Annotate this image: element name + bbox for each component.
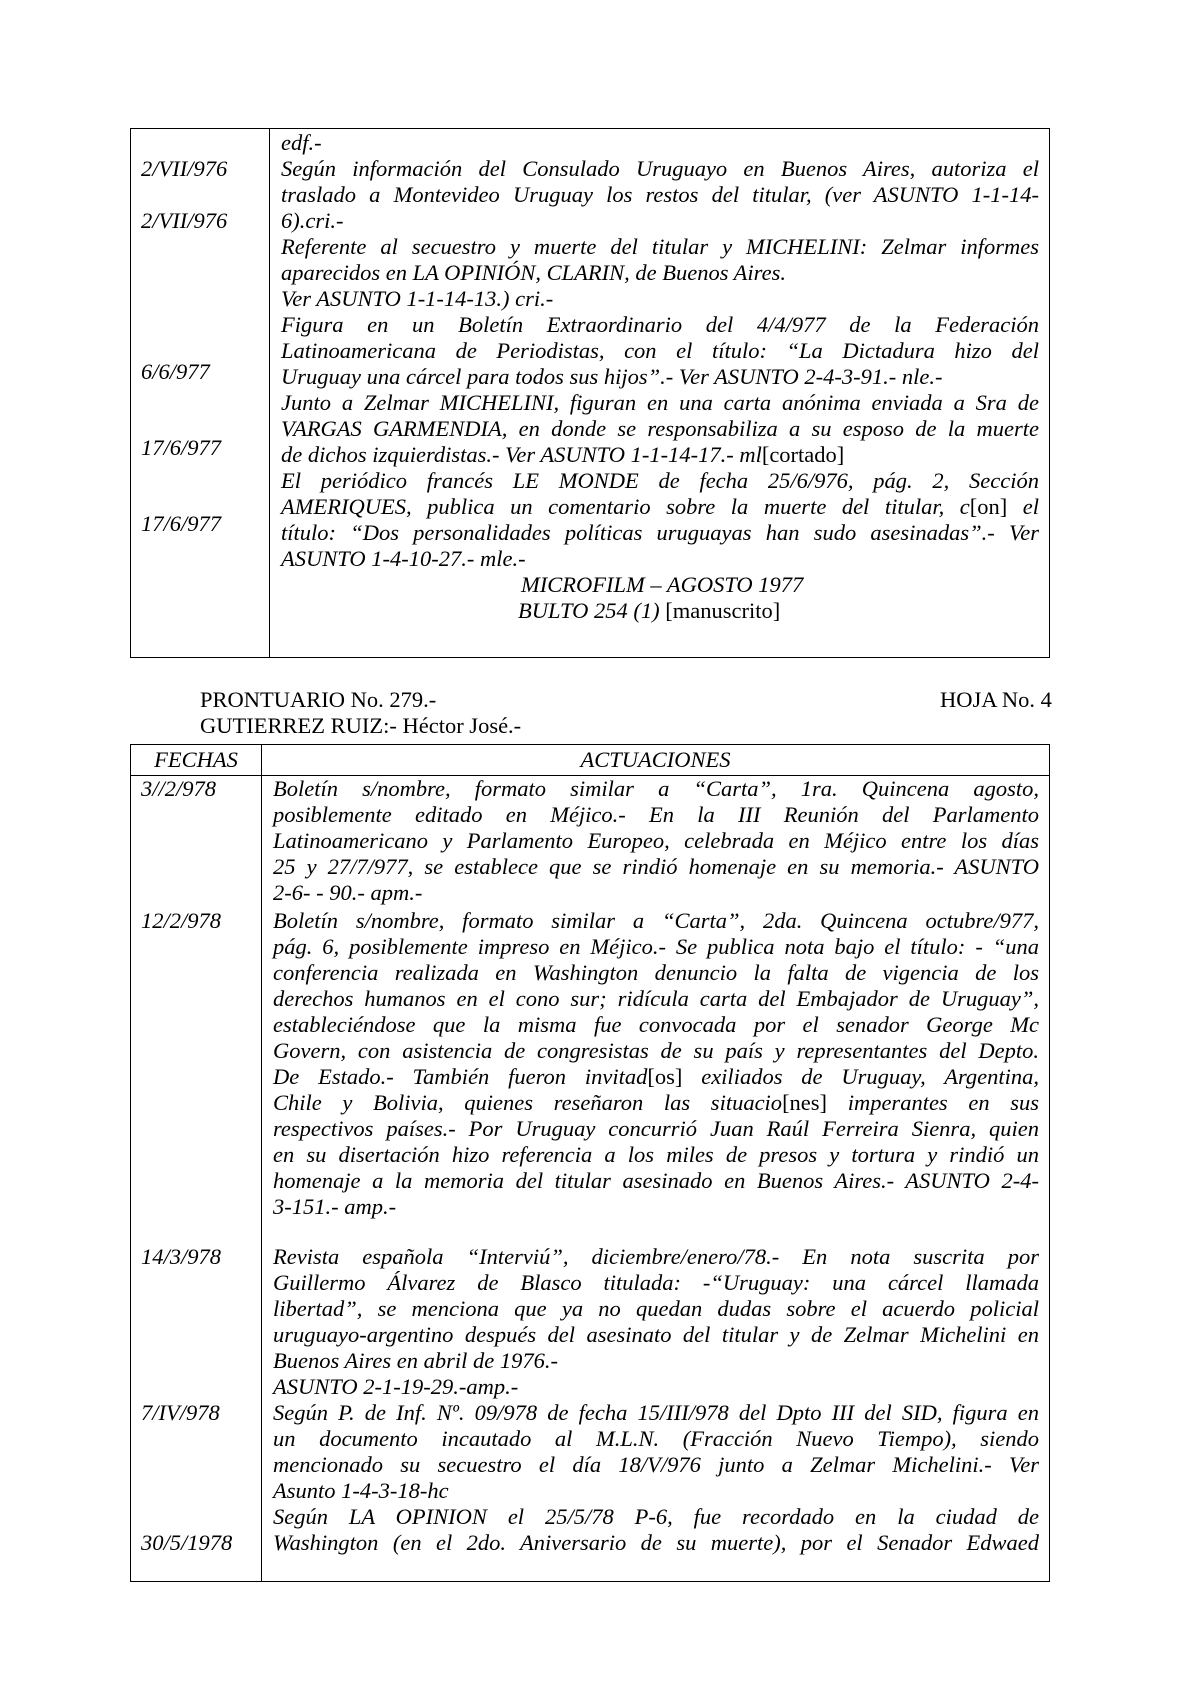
entry-line: Referente al secuestro y muerte del titular y MICHELINI: Zelmar informes (281, 234, 1039, 259)
entry-line: de dichos izquierdistas.- Ver ASUNTO 1-1-14-17.- ml[cortado] (281, 442, 845, 467)
entry-line: Govern, con asistencia de congresistas de su país y representantes del Depto. (273, 1038, 1039, 1063)
column-header-actuaciones: ACTUACIONES (580, 747, 731, 772)
microfilm-note: MICROFILM – AGOSTO 1977 (521, 572, 804, 597)
entry-line: Según información del Consulado Uruguayo en Buenos Aires, autoriza el (281, 156, 1039, 181)
entry-line: ASUNTO 1-4-10-27.- mle.- (281, 546, 526, 571)
entry-line: Asunto 1-4-3-18-hc (273, 1478, 449, 1503)
entry-line: aparecidos en LA OPINIÓN, CLARIN, de Buenos Aires. (281, 260, 786, 285)
editorial-note: [nes] (782, 1090, 828, 1115)
sheet-number: HOJA No. 4 (940, 687, 1052, 712)
date-cell: 3//2/978 (141, 776, 217, 801)
entry-line: 3-151.- amp.- (273, 1194, 397, 1219)
entry-line: pág. 6, posiblemente impreso en Méjico.- Se publica nota bajo el título: - “una (273, 934, 1039, 959)
entry-line: Figura en un Boletín Extraordinario del 4/4/977 de la Federación (281, 312, 1039, 337)
prontuario-number: PRONTUARIO No. 279.- (200, 687, 437, 712)
entry-line: VARGAS GARMENDIA, en donde se responsabiliza a su esposo de la muerte (281, 416, 1039, 441)
entry-line: Boletín s/nombre, formato similar a “Carta”, 2da. Quincena octubre/977, (273, 908, 1039, 933)
entry-line: 2-6- - 90.- apm.- (273, 880, 423, 905)
entry-line: libertad”, se menciona que ya no quedan dudas sobre el acuerdo policial (273, 1296, 1039, 1321)
entry-line: derechos humanos en el cono sur; ridícula carta del Embajador de Uruguay”, (273, 986, 1039, 1011)
entry-line: en su disertación hizo referencia a los miles de presos y tortura y rindió un (273, 1142, 1039, 1167)
editorial-note: [on] (969, 494, 1008, 519)
entry-line: Guillermo Álvarez de Blasco titulada: -“Uruguay: una cárcel llamada (273, 1270, 1039, 1295)
entry-line: Latinoamericano y Parlamento Europeo, celebrada en Méjico entre los días (273, 828, 1039, 853)
entry-line: Junto a Zelmar MICHELINI, figuran en una carta anónima enviada a Sra de (281, 390, 1039, 415)
subject-name: GUTIERREZ RUIZ:- Héctor José.- (200, 713, 522, 738)
entry-line: estableciéndose que la misma fue convocada por el senador George Mc (273, 1012, 1039, 1037)
column-divider (261, 745, 262, 1581)
entry-line: El periódico francés LE MONDE de fecha 25/6/976, pág. 2, Sección (281, 468, 1039, 493)
entry-line: traslado a Montevideo Uruguay los restos del titular, (ver ASUNTO 1-1-14- (281, 182, 1039, 207)
entry-line: Buenos Aires en abril de 1976.- (273, 1348, 558, 1373)
date-cell: 17/6/977 (141, 511, 222, 536)
date-cell: 2/VII/976 (141, 208, 228, 233)
entry-line: AMERIQUES, publica un comentario sobre la muerte del titular, c[on] el (281, 494, 1039, 519)
entry-line: Según LA OPINION el 25/5/78 P-6, fue recordado en la ciudad de (273, 1504, 1039, 1529)
entry-line: homenaje a la memoria del titular asesinado en Buenos Aires.- ASUNTO 2-4- (273, 1168, 1039, 1193)
entry-line: uruguayo-argentino después del asesinato del titular y de Zelmar Michelini en (273, 1322, 1039, 1347)
date-cell: 7/IV/978 (141, 1400, 220, 1425)
date-cell: 17/6/977 (141, 435, 222, 460)
date-cell: 6/6/977 (141, 359, 210, 384)
date-cell: 14/3/978 (141, 1244, 222, 1269)
editorial-note: [os] (647, 1064, 683, 1089)
entry-line: Según P. de Inf. Nº. 09/978 de fecha 15/III/978 del Dpto III del SID, figura en (273, 1400, 1039, 1425)
entry-line: 6).cri.- (281, 208, 344, 233)
entry-line: respectivos países.- Por Uruguay concurrió Juan Raúl Ferreira Sienra, quien (273, 1116, 1039, 1141)
editorial-note: [manuscrito] (659, 598, 781, 623)
column-header-fechas: FECHAS (154, 747, 238, 772)
entry-line: mencionado su secuestro el día 18/V/976 junto a Zelmar Michelini.- Ver (273, 1452, 1039, 1477)
entry-line: ASUNTO 2-1-19-29.-amp.- (273, 1374, 519, 1399)
entry-line: edf.- (281, 130, 322, 155)
entry-line: Revista española “Interviú”, diciembre/enero/78.- En nota suscrita por (273, 1244, 1039, 1269)
entry-line: 25 y 27/7/977, se establece que se rindió homenaje en su memoria.- ASUNTO (273, 854, 1039, 879)
entry-line: Washington (en el 2do. Aniversario de su muerte), por el Senador Edwaed (273, 1530, 1039, 1555)
entry-line: Uruguay una cárcel para todos sus hijos”.- Ver ASUNTO 2-4-3-91.- nle.- (281, 364, 943, 389)
date-cell: 30/5/1978 (141, 1530, 233, 1555)
date-cell: 12/2/978 (141, 908, 222, 933)
entry-line: un documento incautado al M.L.N. (Fracción Nuevo Tiempo), siendo (273, 1426, 1039, 1451)
date-cell: 2/VII/976 (141, 156, 228, 181)
entry-line: título: “Dos personalidades políticas uruguayas han sudo asesinadas”.- Ver (281, 520, 1039, 545)
bulto-note: BULTO 254 (1) [manuscrito] (518, 598, 781, 623)
entry-line: Ver ASUNTO 1-1-14-13.) cri.- (281, 286, 554, 311)
editorial-note: [cortado] (761, 442, 845, 467)
entry-line: Chile y Bolivia, quienes reseñaron las situacio[nes] imperantes en sus (273, 1090, 1039, 1115)
entry-line: De Estado.- También fueron invitad[os] exiliados de Uruguay, Argentina, (273, 1064, 1039, 1089)
entry-line: Boletín s/nombre, formato similar a “Carta”, 1ra. Quincena agosto, (273, 776, 1039, 801)
entry-line: conferencia realizada en Washington denuncio la falta de vigencia de los (273, 960, 1039, 985)
entry-line: posiblemente editado en Méjico.- En la III Reunión del Parlamento (273, 802, 1039, 827)
record-table-continued (130, 128, 1050, 658)
entry-line: Latinoamericana de Periodistas, con el título: “La Dictadura hizo del (281, 338, 1039, 363)
record-table (130, 744, 1050, 1582)
column-divider (269, 129, 270, 657)
